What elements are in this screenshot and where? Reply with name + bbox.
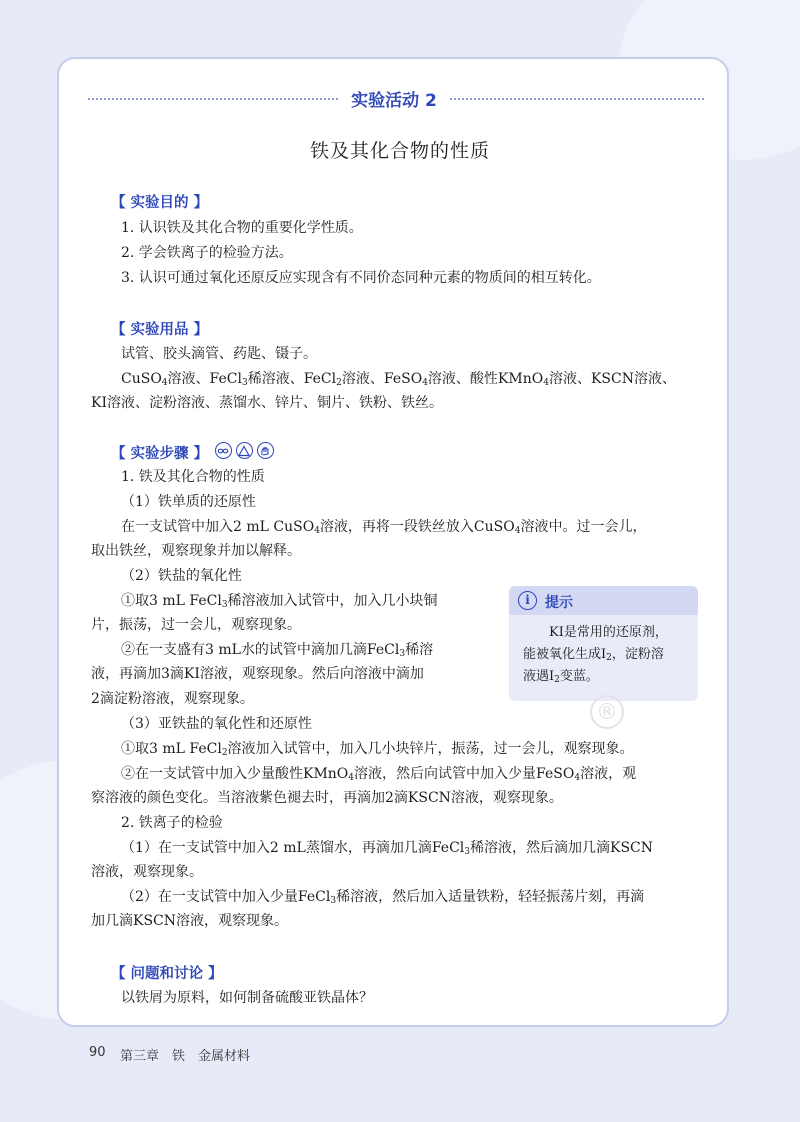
dotted-divider [450,98,704,100]
goggles-icon [215,442,232,459]
warning-triangle-icon [236,442,253,459]
tip-text: KI是常用的还原剂， [549,625,668,640]
tip-text: 液遇$I_2$变蓝。 [523,669,599,685]
step-text: 液，再滴加3滴KI溶液，观察现象。然后向溶液中滴加 [91,666,424,682]
step-subheading: （1）铁单质的还原性 [121,494,256,510]
list-item: 3. 认识可通过氧化还原反应实现含有不同价态同种元素的物质间的相互转化。 [121,270,601,286]
reagent-list-line: KI溶液、淀粉溶液、蒸馏水、锌片、铜片、铁粉、铁丝。 [91,395,443,411]
step-heading: 2. 铁离子的检验 [121,815,223,831]
section-heading-steps: 【 实验步骤 】 [111,446,209,462]
step-text: 在一支试管中加入2 mL CuSO$_4$溶液，再将一段铁丝放入CuSO$_4$溶液中。过一会儿， [121,519,647,536]
activity-header [88,86,704,112]
info-icon: i [518,591,537,610]
tip-box [509,586,698,701]
step-text: （1）在一支试管中加入2 mL蒸馏水，再滴加几滴FeCl$_3$稀溶液，然后滴加几滴KSCN [121,840,654,857]
step-text: 加几滴KSCN溶液，观察现象。 [91,913,289,929]
step-text: （2）在一支试管中加入少量FeCl$_3$稀溶液，然后加入适量铁粉，轻轻振荡片刻，再滴 [121,889,645,906]
tip-label: 提示 [545,595,573,611]
dotted-divider [88,98,338,100]
section-heading-discussion: 【 问题和讨论 】 [111,966,223,982]
apparatus-list: 试管、胶头滴管、药匙、镊子。 [121,346,317,362]
reagent-list-line: CuSO$_4$溶液、FeCl$_3$稀溶液、FeCl$_2$溶液、FeSO$_4$溶液、酸性KMnO$_4$溶液、KSCN溶液、 [121,371,676,388]
registered-watermark: ® [590,695,624,729]
activity-title: 实验活动 2 [351,91,437,111]
step-heading: 1. 铁及其化合物的性质 [121,469,265,485]
section-heading-materials: 【 实验用品 】 [111,322,209,338]
step-subheading: （3）亚铁盐的氧化性和还原性 [121,716,312,732]
step-text: ①取3 mL FeCl$_3$稀溶液加入试管中，加入几小块铜 [121,593,438,610]
section-heading-purpose: 【 实验目的 】 [111,195,209,211]
step-text: ②在一支试管中加入少量酸性KMnO$_4$溶液，然后向试管中加入少量FeSO$_4$溶液，观 [121,766,637,783]
step-text: 2滴淀粉溶液，观察现象。 [91,691,254,707]
step-subheading: （2）铁盐的氧化性 [121,568,242,584]
step-text: 溶液，观察现象。 [91,864,203,880]
hand-wash-icon [257,442,274,459]
page-title: 铁及其化合物的性质 [309,140,490,162]
step-text: ②在一支盛有3 mL水的试管中滴加几滴FeCl$_3$稀溶 [121,642,434,659]
list-item: 1. 认识铁及其化合物的重要化学性质。 [121,220,363,236]
discussion-question: 以铁屑为原料，如何制备硫酸亚铁晶体？ [121,990,373,1006]
page-number: 90 [89,1045,106,1060]
list-item: 2. 学会铁离子的检验方法。 [121,245,293,261]
tip-text: 能被氧化生成$I_2$，淀粉溶 [523,647,664,663]
chapter-label: 第三章 铁 金属材料 [120,1049,251,1064]
step-text: 片，振荡，过一会儿，观察现象。 [91,617,301,633]
tip-header [509,586,698,615]
step-text: 察溶液的颜色变化。当溶液紫色褪去时，再滴加2滴KSCN溶液，观察现象。 [91,790,563,806]
step-text: 取出铁丝，观察现象并加以解释。 [91,543,301,559]
step-text: ①取3 mL FeCl$_2$溶液加入试管中，加入几小块锌片，振荡，过一会儿，观察现象。 [121,741,634,758]
